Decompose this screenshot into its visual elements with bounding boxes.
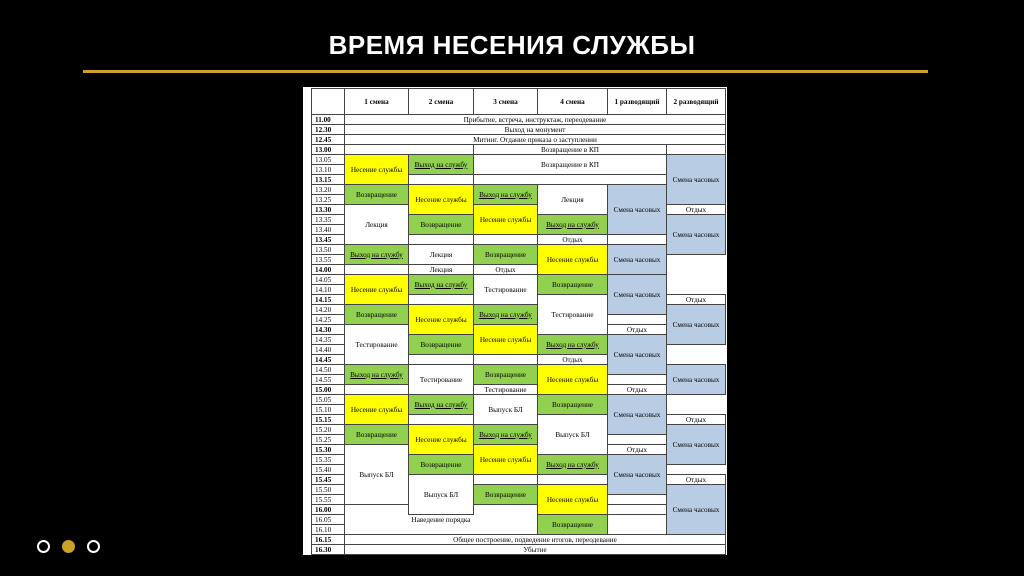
schedule-cell: Смена часовых — [667, 425, 726, 465]
schedule-cell — [345, 265, 409, 275]
schedule-cell: Возвращение — [474, 365, 538, 385]
time-cell: 16.15 — [312, 535, 345, 545]
time-cell: 14.00 — [312, 265, 345, 275]
schedule-cell: Возвращение — [538, 275, 608, 295]
schedule-cell: Тестирование — [474, 275, 538, 305]
schedule-cell: Отдых — [608, 445, 667, 455]
schedule-cell: Несение службы — [409, 305, 474, 335]
schedule-cell — [538, 475, 608, 485]
schedule-cell: Выход на службу — [538, 215, 608, 235]
schedule-cell: Смена часовых — [667, 365, 726, 395]
time-cell: 14.45 — [312, 355, 345, 365]
time-cell: 14.50 — [312, 365, 345, 375]
schedule-cell: Возвращение — [538, 515, 608, 535]
schedule-cell: Несение службы — [538, 245, 608, 275]
table-row — [312, 245, 726, 255]
time-cell: 12.45 — [312, 135, 345, 145]
schedule-table — [311, 88, 726, 555]
time-cell: 15.50 — [312, 485, 345, 495]
schedule-cell: Смена часовых — [608, 185, 667, 235]
column-header: 4 смена — [538, 89, 608, 115]
time-cell: 13.05 — [312, 155, 345, 165]
time-cell: 15.15 — [312, 415, 345, 425]
table-row — [312, 445, 726, 455]
schedule-cell — [474, 475, 538, 485]
pager-dot[interactable] — [87, 540, 100, 553]
schedule-cell — [409, 295, 474, 305]
schedule-cell: Выход на службу — [409, 395, 474, 415]
time-cell: 15.25 — [312, 435, 345, 445]
time-cell: 14.55 — [312, 375, 345, 385]
schedule-cell: Несение службы — [345, 395, 409, 425]
column-header — [312, 89, 345, 115]
schedule-cell: Возвращение в КП — [474, 155, 667, 175]
schedule-cell: Смена часовых — [667, 305, 726, 345]
schedule-cell: Выпуск БЛ — [538, 415, 608, 455]
schedule-cell: Возвращение — [474, 245, 538, 265]
time-cell: 14.10 — [312, 285, 345, 295]
time-cell: 16.10 — [312, 525, 345, 535]
schedule-cell: Отдых — [538, 235, 608, 245]
schedule-cell: Выход на службу — [474, 425, 538, 445]
schedule-cell: Выход на монумент — [345, 125, 726, 135]
schedule-cell: Наведение порядка — [345, 505, 538, 535]
schedule-cell: Несение службы — [538, 365, 608, 395]
schedule-cell: Тестирование — [345, 325, 409, 365]
time-cell: 15.10 — [312, 405, 345, 415]
title-underline — [83, 70, 928, 73]
time-cell: 15.40 — [312, 465, 345, 475]
schedule-cell: Возвращение — [409, 215, 474, 235]
schedule-cell: Несение службы — [409, 185, 474, 215]
slide-title: ВРЕМЯ НЕСЕНИЯ СЛУЖБЫ — [328, 30, 696, 60]
schedule-cell: Лекция — [538, 185, 608, 215]
table-row — [312, 145, 726, 155]
schedule-cell: Несение службы — [474, 325, 538, 355]
schedule-cell — [345, 145, 474, 155]
time-cell: 13.50 — [312, 245, 345, 255]
time-cell: 16.00 — [312, 505, 345, 515]
table-row — [312, 395, 726, 405]
schedule-cell: Тестирование — [538, 295, 608, 335]
table-row — [312, 115, 726, 125]
schedule-cell: Отдых — [474, 265, 538, 275]
schedule-cell: Смена часовых — [608, 455, 667, 495]
schedule-cell: Лекция — [345, 205, 409, 245]
time-cell: 12.30 — [312, 125, 345, 135]
schedule-cell — [409, 355, 474, 365]
schedule-cell: Возвращение — [345, 305, 409, 325]
schedule-cell: Возвращение — [409, 335, 474, 355]
schedule-cell: Несение службы — [538, 485, 608, 515]
schedule-cell: Несение службы — [474, 445, 538, 475]
schedule-cell: Лекция — [409, 245, 474, 265]
schedule-cell — [409, 235, 474, 245]
table-row — [312, 185, 726, 195]
slide-pager — [37, 540, 100, 553]
schedule-cell: Несение службы — [345, 155, 409, 185]
table-row — [312, 125, 726, 135]
column-header: 1 разводящий — [608, 89, 667, 115]
table-row — [312, 325, 726, 335]
schedule-cell: Выход на службу — [409, 155, 474, 175]
time-cell: 15.00 — [312, 385, 345, 395]
schedule-cell: Выпуск БЛ — [474, 395, 538, 425]
schedule-cell: Смена часовых — [608, 335, 667, 375]
schedule-cell: Несение службы — [345, 275, 409, 305]
schedule-cell: Выпуск БЛ — [409, 475, 474, 515]
time-cell: 13.00 — [312, 145, 345, 155]
table-row — [312, 155, 726, 165]
time-cell: 15.30 — [312, 445, 345, 455]
time-cell: 13.20 — [312, 185, 345, 195]
schedule-cell: Несение службы — [474, 205, 538, 235]
time-cell: 16.05 — [312, 515, 345, 525]
schedule-cell: Выход на службу — [474, 305, 538, 325]
pager-dot[interactable] — [37, 540, 50, 553]
schedule-cell: Выход на службу — [345, 365, 409, 385]
schedule-cell: Выход на службу — [538, 335, 608, 355]
time-cell: 16.30 — [312, 545, 345, 555]
schedule-cell — [345, 385, 409, 395]
column-header: 3 смена — [474, 89, 538, 115]
time-cell: 15.20 — [312, 425, 345, 435]
table-row — [312, 545, 726, 555]
time-cell: 13.45 — [312, 235, 345, 245]
schedule-cell: Смена часовых — [608, 245, 667, 275]
time-cell: 13.40 — [312, 225, 345, 235]
schedule-cell — [474, 175, 667, 185]
schedule-cell: Выход на службу — [474, 185, 538, 205]
column-header: 1 смена — [345, 89, 409, 115]
column-header: 2 смена — [409, 89, 474, 115]
schedule-cell: Отдых — [667, 415, 726, 425]
time-cell: 13.25 — [312, 195, 345, 205]
schedule-cell: Смена часовых — [667, 155, 726, 205]
schedule-cell — [409, 415, 474, 425]
column-header: 2 разводящий — [667, 89, 726, 115]
schedule-cell: Выход на службу — [409, 275, 474, 295]
table-row — [312, 385, 726, 395]
schedule-cell: Тестирование — [474, 385, 538, 395]
schedule-cell: Отдых — [608, 385, 667, 395]
schedule-cell: Убытие — [345, 545, 726, 555]
schedule-cell — [474, 235, 538, 245]
time-cell: 14.05 — [312, 275, 345, 285]
schedule-cell: Лекция — [409, 265, 474, 275]
time-cell: 13.55 — [312, 255, 345, 265]
schedule-cell: Выход на службу — [538, 455, 608, 475]
time-cell: 14.25 — [312, 315, 345, 325]
time-cell: 13.35 — [312, 215, 345, 225]
schedule-cell: Смена часовых — [667, 485, 726, 535]
schedule-cell: Возвращение — [345, 185, 409, 205]
table-row — [312, 275, 726, 285]
schedule-cell: Возвращение в КП — [474, 145, 667, 155]
schedule-cell: Смена часовых — [608, 395, 667, 435]
schedule-cell: Тестирование — [409, 365, 474, 395]
schedule-cell: Отдых — [667, 295, 726, 305]
schedule-cell: Несение службы — [409, 425, 474, 455]
schedule-cell: Смена часовых — [608, 275, 667, 315]
time-cell: 11.00 — [312, 115, 345, 125]
time-cell: 15.45 — [312, 475, 345, 485]
time-cell: 15.55 — [312, 495, 345, 505]
schedule-sheet — [303, 87, 727, 555]
schedule-cell: Прибытие, встреча, инструктаж, переодевание — [345, 115, 726, 125]
pager-dot-active[interactable] — [62, 540, 75, 553]
time-cell: 14.20 — [312, 305, 345, 315]
schedule-cell — [608, 505, 667, 515]
time-cell: 14.35 — [312, 335, 345, 345]
time-cell: 13.10 — [312, 165, 345, 175]
time-cell: 14.15 — [312, 295, 345, 305]
table-row — [312, 135, 726, 145]
schedule-cell — [667, 145, 726, 155]
schedule-cell: Возвращение — [345, 425, 409, 445]
schedule-cell: Отдых — [538, 355, 608, 365]
schedule-cell: Отдых — [608, 325, 667, 335]
schedule-cell: Митинг. Отдание приказа о заступлении — [345, 135, 726, 145]
time-cell: 13.30 — [312, 205, 345, 215]
schedule-cell: Общее построение, подведение итогов, переодевание — [345, 535, 726, 545]
schedule-cell: Отдых — [667, 475, 726, 485]
schedule-cell — [409, 175, 474, 185]
table-header-row — [312, 89, 726, 115]
schedule-cell: Выпуск БЛ — [345, 445, 409, 505]
time-cell: 14.30 — [312, 325, 345, 335]
schedule-cell: Выход на службу — [345, 245, 409, 265]
time-cell: 15.35 — [312, 455, 345, 465]
table-row — [312, 535, 726, 545]
schedule-cell: Смена часовых — [667, 215, 726, 255]
table-row — [312, 505, 726, 515]
schedule-cell: Возвращение — [538, 395, 608, 415]
schedule-cell: Возвращение — [409, 455, 474, 475]
time-cell: 13.15 — [312, 175, 345, 185]
time-cell: 14.40 — [312, 345, 345, 355]
schedule-cell: Возвращение — [474, 485, 538, 505]
schedule-cell: Отдых — [667, 205, 726, 215]
time-cell: 15.05 — [312, 395, 345, 405]
schedule-cell — [474, 355, 538, 365]
